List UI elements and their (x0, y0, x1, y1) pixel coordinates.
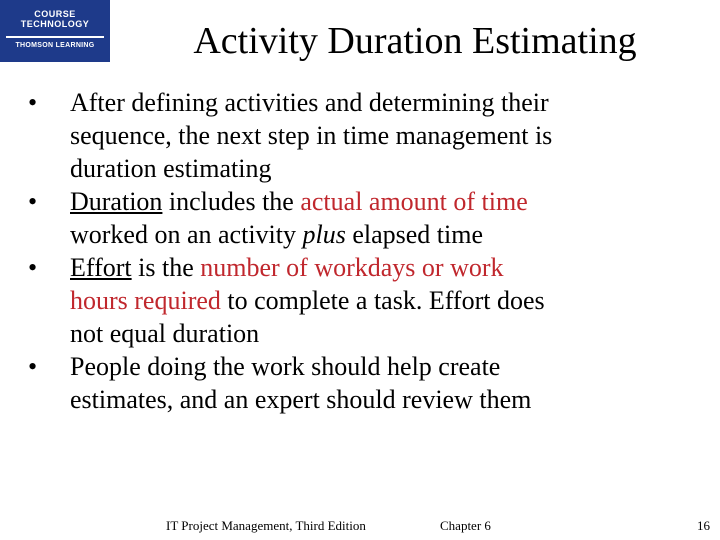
bullet-2-text-2: worked on an activity (70, 220, 303, 249)
bullet-item (28, 185, 688, 251)
highlight-hours-required: hours required (70, 286, 221, 315)
bullet-4-line-1: People doing the work should help create (70, 352, 501, 381)
bullet-item (28, 251, 688, 350)
slide-title: Activity Duration Estimating (193, 20, 637, 62)
bullet-2-text-3: elapsed time (345, 220, 484, 249)
logo-line-technology: TECHNOLOGY (20, 19, 90, 29)
bullet-2-text-1: includes the (162, 187, 301, 216)
logo-line-thomson: THOMSON LEARNING (15, 42, 95, 49)
bullet-item (28, 86, 688, 185)
footer-page-number: 16 (697, 518, 710, 533)
bullet-1-line-1: After defining activities and determining their (70, 88, 549, 117)
highlight-actual-time: actual amount of time (300, 187, 528, 216)
term-duration: Duration (70, 187, 163, 216)
publisher-logo (0, 0, 110, 62)
bullet-mark: • (28, 253, 38, 282)
bullet-4-line-2: estimates, and an expert should review them (70, 385, 532, 414)
footer-book-title: IT Project Management, Third Edition (166, 518, 366, 533)
highlight-workdays: number of workdays or work (200, 253, 504, 282)
bullet-1-line-2: sequence, the next step in time management is (70, 121, 553, 150)
bullet-list (28, 86, 688, 416)
bullet-mark: • (28, 187, 38, 216)
term-effort: Effort (70, 253, 132, 282)
emphasis-plus: plus (302, 220, 346, 249)
bullet-3-text-2: to complete a task. Effort does (220, 286, 545, 315)
bullet-3-text-3: not equal duration (70, 319, 260, 348)
bullet-mark: • (28, 352, 38, 381)
bullet-1-line-3: duration estimating (70, 154, 272, 183)
logo-line-course: COURSE (34, 9, 76, 19)
logo-divider (6, 36, 104, 38)
bullet-item (28, 350, 688, 416)
bullet-3-text-1: is the (131, 253, 201, 282)
bullet-mark: • (28, 88, 38, 117)
footer-chapter: Chapter 6 (440, 518, 491, 533)
